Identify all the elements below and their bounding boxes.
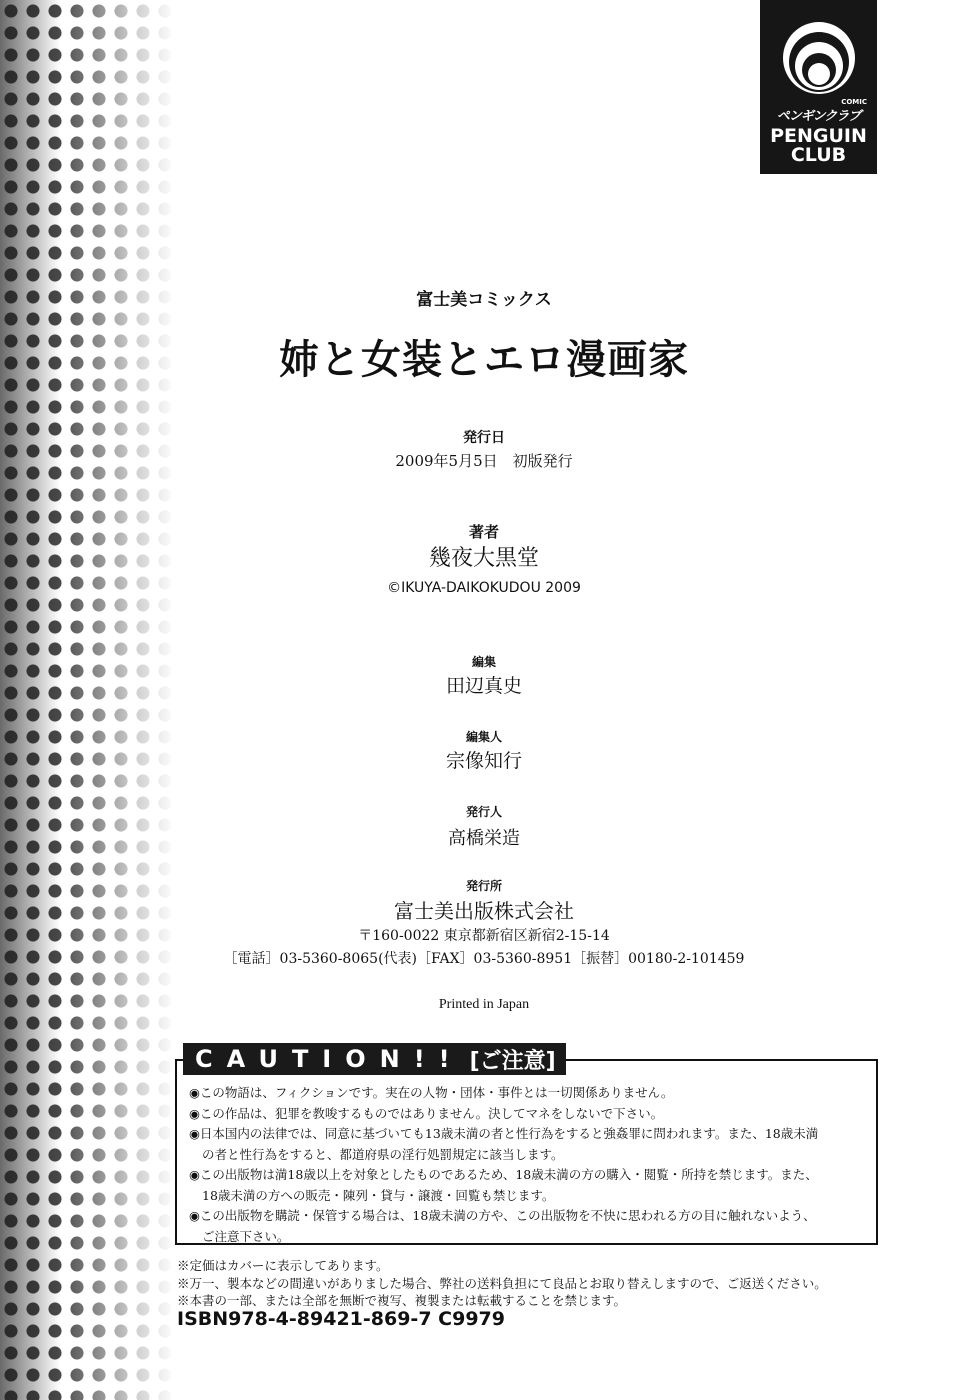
caution-line: ◉この作品は、犯罪を教唆するものではありません。決してマネをしないで下さい。 [189,1105,664,1121]
caution-section [175,1043,882,1250]
book-title: 姉と女装とエロ漫画家 [279,337,689,383]
note-line: ※本書の一部、または全部を無断で複写、複製または転載することを禁じます。 [177,1293,627,1308]
logo-kana: ペンギンクラブ [776,109,861,124]
penguin-club-logo [760,0,877,174]
author-label: 著者 [468,523,499,541]
author-copyright: ©IKUYA-DAIKOKUDOU 2009 [387,580,581,596]
note-line: ※万一、製本などの間違いがありました場合、弊社の送料負担にて良品とお取り替えしますので、ご返送ください。 [177,1275,827,1291]
caution-line: ご注意下さい。 [202,1228,290,1244]
caution-heading-jp: [ご注意] [469,1048,556,1074]
caution-heading [183,1043,566,1075]
logo-club: CLUB [790,144,847,166]
notes [177,1257,827,1310]
caution-list [189,1083,879,1247]
caution-line: の者と性行為をすると、都道府県の淫行処罰規定に該当します。 [202,1146,564,1162]
caution-heading-en: CAUTION!! [195,1045,464,1073]
halftone-dot-pattern [0,0,175,1400]
publisher-label: 発行所 [465,879,502,893]
issuer-label: 発行人 [465,805,502,819]
editor-name: 田辺真史 [445,675,522,697]
publisher-contact: ［電話］03-5360-8065(代表)［FAX］03-5360-8951［振替］00180-2-101459 [223,951,745,967]
caution-line: ◉日本国内の法律では、同意に基づいても13歳未満の者と性行為をすると強姦罪に問われます。また、18歳未満 [189,1126,819,1141]
caution-line: ◉この出版物を購読・保管する場合は、18歳未満の方や、この出版物を不快に思われる方の目に触れないよう、 [189,1208,816,1223]
editor-in-chief-label: 編集人 [465,730,502,744]
caution-line: ◉この出版物は満18歳以上を対象としたものであるため、18歳未満の方の購入・閲覧・所持を禁じます。また、 [189,1167,818,1182]
publisher-name: 富士美出版株式会社 [394,899,574,923]
series-name: 富士美コミックス [416,290,552,310]
printed-in: Printed in Japan [438,997,530,1012]
publisher-address: 〒160-0022 東京都新宿区新宿2-15-14 [358,928,610,944]
logo-comic-text: COMIC [841,98,867,106]
author-name: 幾夜大黒堂 [428,546,539,571]
isbn: ISBN978-4-89421-869-7 C9979 [177,1308,505,1330]
issuer-name: 高橋栄造 [448,828,520,849]
publish-date-label: 発行日 [463,430,505,446]
logo-penguin: PENGUIN [770,125,867,147]
caution-line: ◉この物語は、フィクションです。実在の人物・団体・事件とは一切関係ありません。 [189,1085,674,1100]
caution-line: 18歳未満の方への販売・陳列・貸与・譲渡・回覧も禁じます。 [202,1187,555,1203]
editor-label: 編集 [471,655,496,669]
editor-in-chief-name: 宗像知行 [445,750,522,772]
publish-date-value: 2009年5月5日 初版発行 [395,452,573,470]
note-line: ※定価はカバーに表示してあります。 [177,1258,389,1273]
logo-rings-icon [782,12,856,98]
